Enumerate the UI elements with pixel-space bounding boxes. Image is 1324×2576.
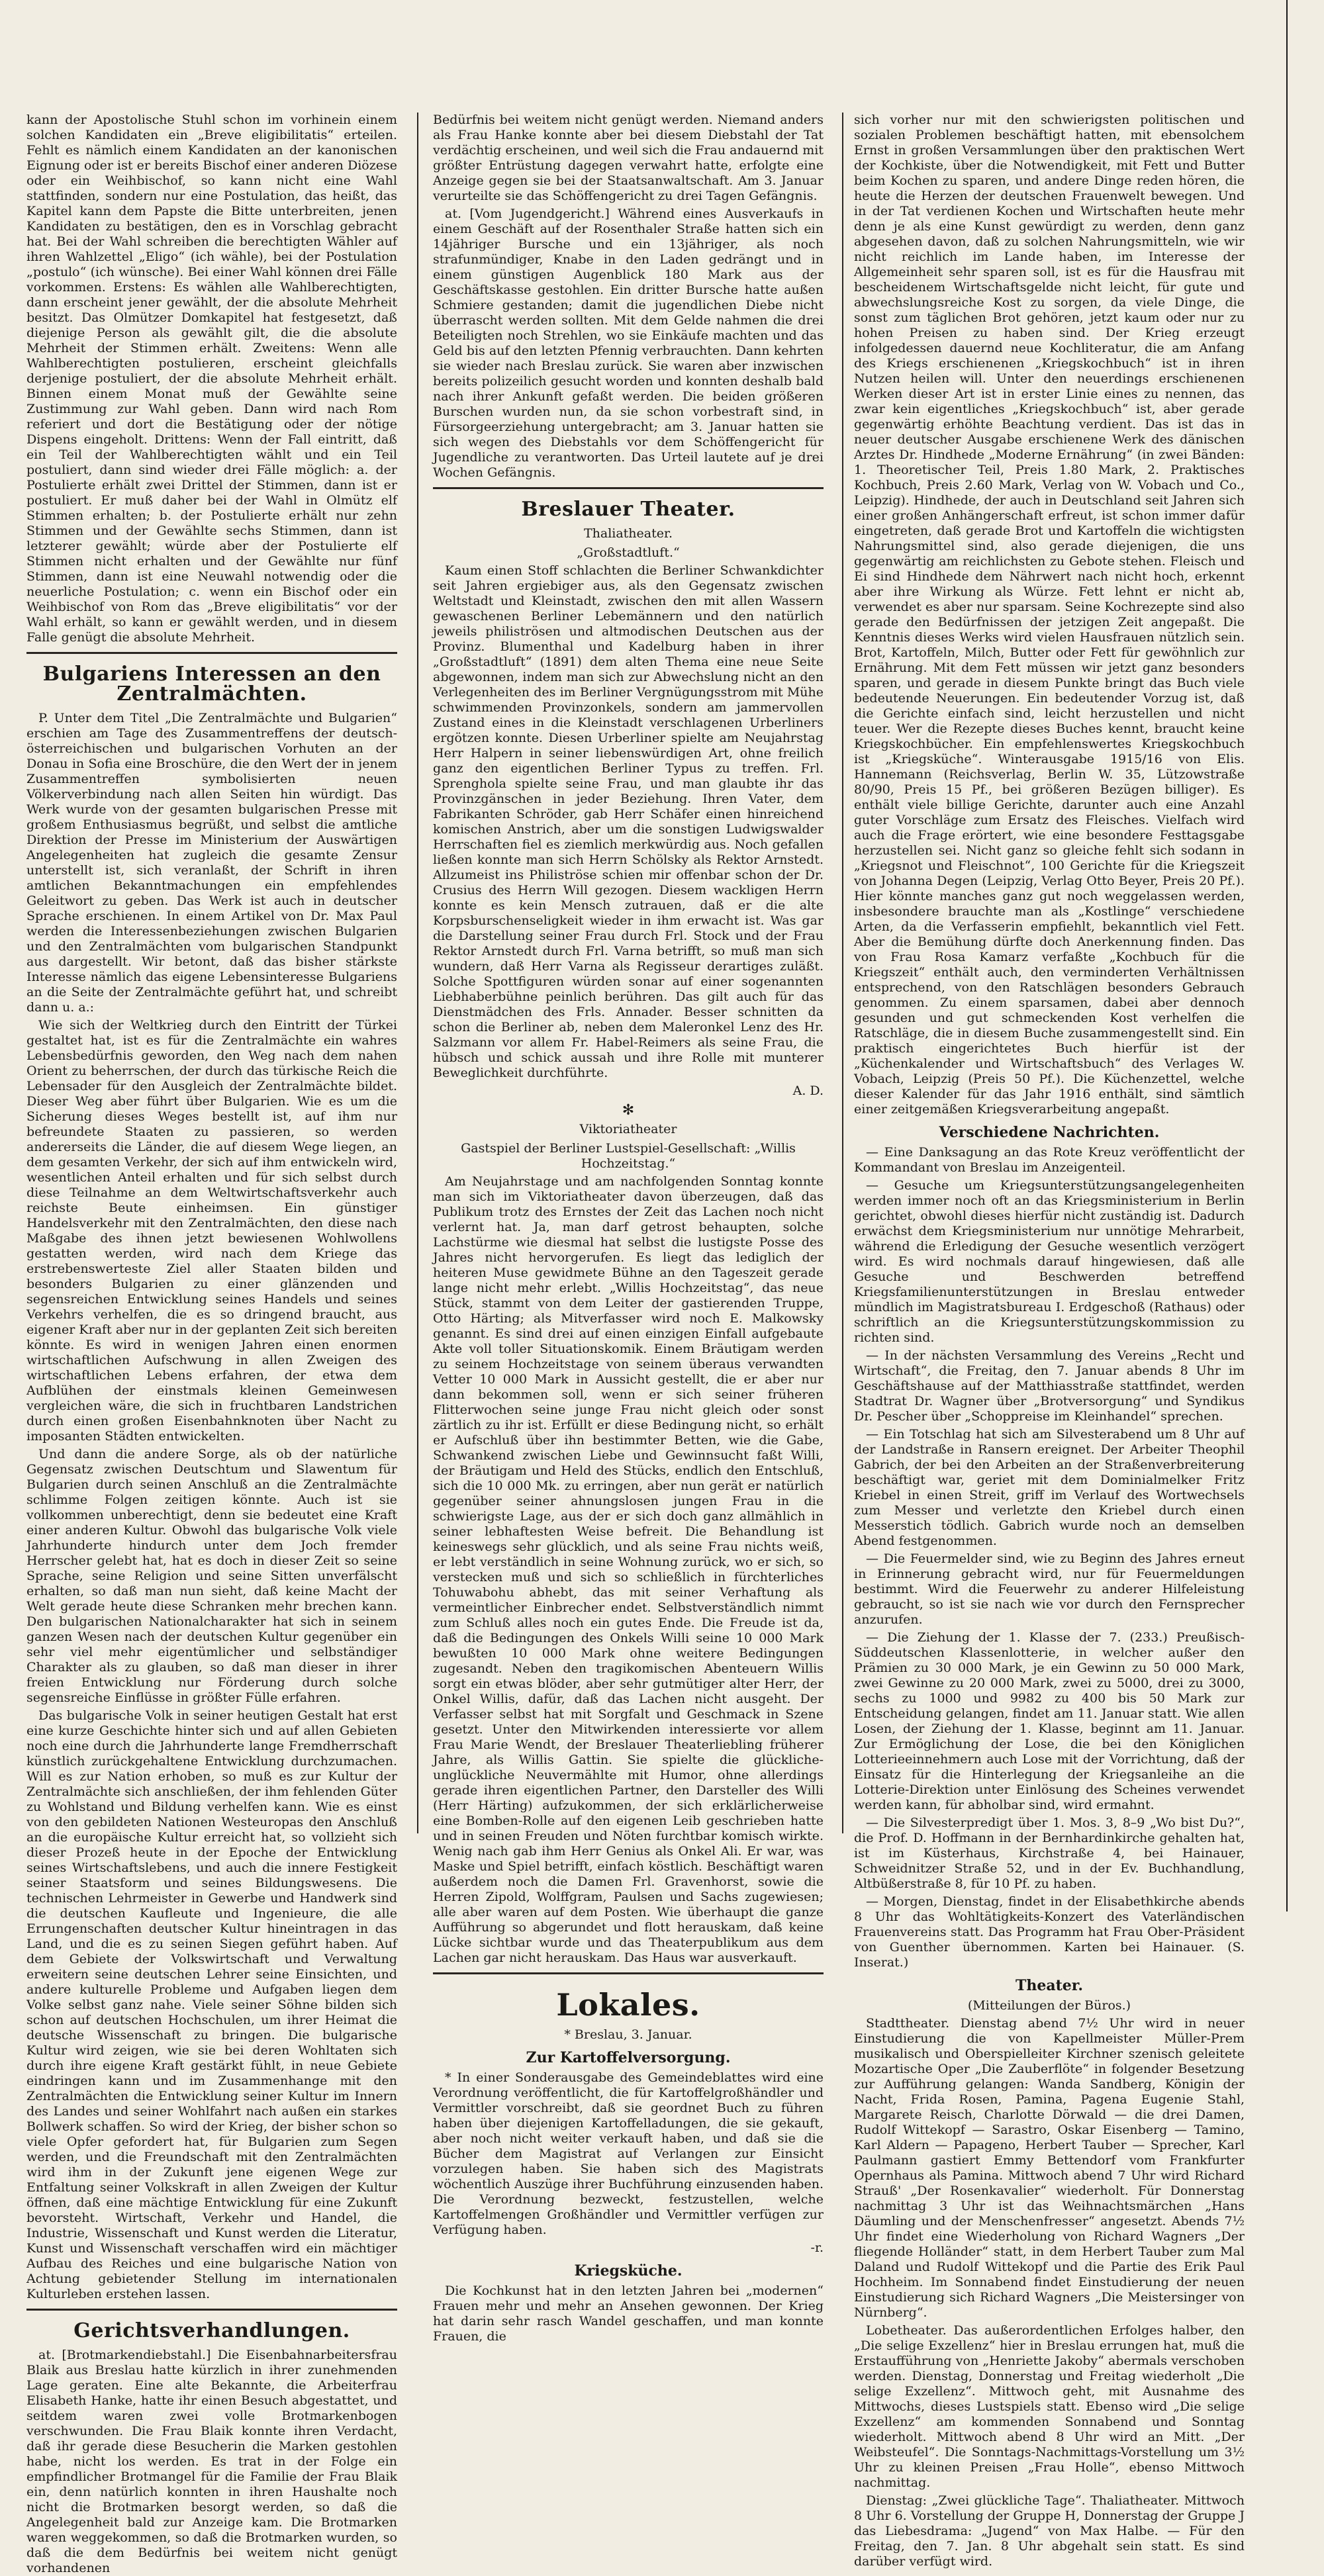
article-paragraph: Und dann die andere Sorge, als ob der natürliche Gegensatz zwischen Deutschtum und Slawentum für Bulgarien durch seinen Anschluß an die Zentralmächte schlimme Folgen zeitigen könnte. Auch ist sie vollkommen unberechtigt, denn sie bedeutet eine Kraft einer anderen Kultur. Obwohl das bulgarische Volk viele Jahrhunderte hindurch unter dem Joch fremder Herrscher gelebt hat, hat es doch in dieser Zeit so seine Sprache, seine Religion und seine Sitten unverfälscht erhalten, so daß man nun sieht, daß keine Macht der Welt gerade heute diese Schranken mehr brechen kann. Den bulgarischen Nationalcharakter hat sich in seinem ganzen Wesen nach der deutschen Kultur gegenüber ein sehr viel mehr eigentümlicher und selbständiger Charakter als zu glauben, so daß man dieser in ihrer freien Entwicklung nur Förderung durch solche segensreiche Einflüsse in größter Fülle erfahren. [26, 1447, 397, 1705]
column-3 [854, 113, 1245, 2569]
author-signature: A. D. [792, 1083, 824, 1098]
article-paragraph: Lobetheater. Das außerordentlichen Erfolges halber, den „Die selige Exzellenz“ hier in Breslau errungen hat, muß die Erstaufführung von „Henriette Jakoby“ abermals verschoben werden. Dienstag, Donnerstag und Freitag wiederholt „Die selige Exzellenz“. Mittwoch geht, mit Ausnahme des Mittwochs, dieses Lustspiels statt. Ebenso wird „Die selige Exzellenz“ am kommenden Sonnabend und Sonntag wiederholt. Mittwoch abend 8 Uhr wird an Mitt. „Der Weibsteufel“. Die Sonntags-Nachmittags-Vorstellung um 3½ Uhr zu kleinen Preisen „Frau Holle“, ebenso Mittwoch nachmittag. [854, 2323, 1245, 2490]
article-paragraph: Wie sich der Weltkrieg durch den Eintritt der Türkei gestaltet hat, ist es für die Zentralmächte ein wahres Lebensbedürfnis geworden, den Weg nach dem nahen Orient zu beherrschen, der durch das türkische Reich die Lebensader für den Ausgleich der Zentralmächte bildet. Dieser Weg aber führt über Bulgarien. Wie es um die Sicherung dieses Weges bestellt ist, auf ihm nur befreundete Staaten zu passieren, so werden andererseits die Länder, die auf diesem Wege liegen, an dem gesamten Verkehr, der sich auf ihm entwickeln wird, wesentlichen Anteil erhalten und für sich selbst durch diese Teilnahme an dem Weltwirtschaftsverkehr auch reichste Beute einheimsen. Ein günstiger Handelsverkehr mit den Zentralmächten, den diese nach Maßgabe des ihnen jetzt bewiesenen Wohlwollens gestatten werden, wird nach dem Kriege das erstrebenswerteste Ziel aller Staaten bilden und besonders Bulgarien zu einer glänzenden und segensreichen Entwicklung seines Handels und seines Verkehrs verhelfen, die es so dringend braucht, aus eigener Kraft aber nur in der geplanten Zeit sich bereiten könnte. Es wird in wenigen Jahren einen enormen wirtschaftlichen Aufschwung in allen Zweigen des wirtschaftlichen Lebens erfahren, der etwa dem Aufblühen der einstmals kleinen Gemeinwesen vergleichen wäre, die sich in fruchtbaren Landstrichen durch einen großen Eisenbahnknoten über Nacht zu imposanten Städten entwickelten. [26, 1018, 397, 1444]
article-paragraph: Stadttheater. Dienstag abend 7½ Uhr wird in neuer Einstudierung die von Kapellmeister Müller-Prem musikalisch und Oberspielleiter Kirchner szenisch geleitete Mozartische Oper „Die Zauberflöte“ in folgender Besetzung zur Aufführung gelangen: Wanda Sandberg, Königin der Nacht, Frida Rosen, Pamina, Pagena Eugenie Stahl, Margarete Reisch, Charlotte Dörwald — die drei Damen, Rudolf Wittekopf — Sarastro, Oskar Eisenberg — Tamino, Karl Aldern — Papageno, Herbert Tauber — Sprecher, Karl Paulmann gastiert Emmy Bettendorf vom Frankfurter Opernhaus als Pamina. Mittwoch abend 7 Uhr wird Richard Strauß' „Der Rosenkavalier“ wiederholt. Für Donnerstag nachmittag 3 Uhr ist das Weihnachtsmärchen „Hans Däumling und der Menschenfresser“ angesetzt. Abends 7½ Uhr findet eine Wiederholung von Richard Wagners „Der fliegende Holländer“ statt, in dem Herbert Tauber zum Mal Daland und Rudolf Wittekopf und die Partie des Erik Paul Hochheim. Im Sonnabend findet Einstudierung der neuen Einstudierung sich Richard Wagners „Die Meistersinger von Nürnberg“. [854, 2016, 1245, 2320]
play-title: Gastspiel der Berliner Lustspiel-Gesellschaft: „Willis Hochzeitstag.“ [461, 1141, 796, 1171]
subheadline-mitteilungen: (Mitteilungen der Büros.) [967, 1998, 1131, 2013]
news-item: — Die Feuermelder sind, wie zu Beginn des Jahres erneut in Erinnerung gebracht wird, nur für Feuermeldungen bestimmt. Wird die Feuerwehr zu anderer Hilfeleistung gebraucht, so ist sie nach wie vor durch den Fernsprecher anzurufen. [854, 1551, 1245, 1627]
article-paragraph: Das bulgarische Volk in seiner heutigen Gestalt hat erst eine kurze Geschichte hinter sich und auf allen Gebieten noch eine durch die Jahrhunderte lange Fremdherrschaft künstlich zurückgehaltene Entwicklung durchzumachen. Will es zur Nation erhoben, so muß es zur Kultur der Zentralmächte sich anschließen, der ihm fehlenden Güter zu Wohlstand und Bildung verhelfen kann. Wie es einst von den gebildeten Nationen Westeuropas den Anschluß an die europäische Kultur erreicht hat, so vollzieht sich dieser Prozeß heute in der Epoche der Entwicklung seines Wirtschaftslebens, und auch die innere Festigkeit seiner Staatsform und seines Bildungswesens. Die technischen Lehrmeister in Gewerbe und Handwerk sind die deutschen Kaufleute und Ingenieure, die alle Errungenschaften deutscher Kultur hineintragen in das Land, und die es zu seinen Siegen geführt haben. Auf dem Gebiete der Volkswirtschaft und Verwaltung erweitern seine deutschen Lehrer seine Einsichten, und andere kulturelle Probleme und Aufgaben liegen dem Volke selbst ganz nahe. Viele seiner Söhne bilden sich schon auf deutschen Hochschulen, um ihrer Heimat die deutsche Wissenschaft zu bringen. Die bulgarische Kultur wird zeigen, wie sie bei deren Wohltaten sich durch ihre eigene Kraft gestärkt fühlt, in neue Gebiete eindringen kann und im Zusammenhange mit den Zentralmächten die Entwicklung seiner Kultur im Innern des Landes und seiner Wohlfahrt nach außen ein starkes Bollwerk schaffen. So wird der Krieg, der bisher schon so viele Opfer gefordert hat, für Bulgarien zum Segen werden, und die Freundschaft mit den Zentralmächten wird ihm in der Zukunft jene eigenen Wege zur Entfaltung seiner Volkskraft in allen Zweigen der Kultur öffnen, daß eine mächtige Entwicklung für eine Zukunft bevorsteht. Wirtschaft, Verkehr und Handel, die Industrie, Wissenschaft und Kunst werden die Literatur, Kunst und Wissenschaft verschaffen wird ein mächtiger Aufbau des Reiches und eine bulgarische Nation von Achtung gebietender Stellung im internationalen Kulturleben erstehen lassen. [26, 1708, 397, 2301]
asterisk-divider: ✻ [622, 1102, 635, 1119]
article-paragraph: Bedürfnis bei weitem nicht genügt werden. Niemand anders als Frau Hanke konnte aber bei diesem Diebstahl der Tat verdächtig erscheinen, und weil sich die Frau andauernd mit größter Entrüstung dagegen verwahrt hatte, erfolgte eine Anzeige gegen sie bei der Staatsanwaltschaft. Am 3. Januar verurteilte sie das Schöffengericht zu drei Tagen Gefängnis. [433, 113, 824, 203]
article-paragraph: Dienstag: „Zwei glückliche Tage“. Thaliatheater. Mittwoch 8 Uhr 6. Vorstellung der Gruppe H, Donnerstag der Gruppe J das Liebesdrama: „Jugend“ von Max Halbe. — Für den Freitag, den 7. Jan. 8 Uhr abgehalt sein statt. Es sind darüber verfügt wird. [854, 2493, 1245, 2569]
newspaper-page [26, 113, 1245, 2575]
article-paragraph: Am Neujahrstage und am nachfolgenden Sonntag konnte man sich im Viktoriatheater davon überzeugen, daß das Publikum trotz des Ernstes der Zeit das Lachen noch nicht verlernt hat. Ja, man darf getrost behaupten, solche Lachstürme wie diesmal hat selbst die lustigste Posse des Jahres nicht hervorgerufen. Es liegt das lediglich der heiteren Muse gewidmete Bühne an den Tageszeit gerade lange nicht mehr erlebt. „Willis Hochzeitstag“, das neue Stück, stammt von dem Leiter der gastierenden Truppe, Otto Härting; als Mitverfasser wird noch E. Malkowsky genannt. Es sind drei auf einen einzigen Einfall aufgebaute Akte voll toller Situationskomik. Einem Bräutigam werden zu seinem Hochzeitstage von seinem überaus verwandten Vetter 10 000 Mark in Aussicht gestellt, die er aber nur dann bekommen soll, wenn er sich seiner früheren Flitterwochen seine junge Frau nicht gleich oder sonst zärtlich zu ihr ist. Erfüllt er diese Bedingung nicht, so erhält er Aufschluß über ihn bestimmter Betten, wie die Gabe, Schwankend zwischen Liebe und Gewinnsucht faßt Willi, der Bräutigam und Held des Stücks, endlich den Entschluß, sich die 10 000 Mk. zu erringen, aber nun gerät er natürlich gegenüber seiner ahnungslosen jungen Frau in die schwierigste Lage, aus der er sich doch ganz allmählich in seiner lebhaftesten Weise befreit. Die Behandlung ist keineswegs sehr glücklich, und als seine Frau nichts weiß, er lebt verständlich in seine Wohnung zurück, wo er sich, so verstecken muß und sich so schließlich in fürchterliches Tohuwabohu abhebt, das mit seiner Verhaftung als vermeintlicher Einbrecher endet. Selbstverständlich nimmt zum Schluß alles noch ein gutes Ende. Die Freude ist da, daß die Bedingungen des Onkels Willi seine 10 000 Mark bewußten 10 000 Mark ohne weitere Bedingungen zugesandt. Neben den tragikomischen Abenteuern Willis sorgt ein etwas blöder, aber sehr gutmütiger alter Herr, der Onkel Willis, dafür, daß das Lachen nicht ausgeht. Der Verfasser selbst hat mit Sorgfalt und Geschmack in Szene gesetzt. Unter den Mitwirkenden interessierte vor allem Frau Marie Wendt, der Breslauer Theaterliebling früherer Jahre, als Willis Gattin. Sie spielte die glückliche-unglückliche Neuvermählte mit Humor, ohne allerdings gerade ihren eigentlichen Partner, den Darsteller des Willi (Herr Härting) aufzukommen, der sich erklärlicherweise eine Bomben-Rolle auf den eigenen Leib geschrieben hatte und in seinen Freuden und Nöten furchtbar komisch wirkte. Wenig nach gab ihm Herr Genius als Onkel Ali. Er war, was Maske und Spiel betrifft, einfach köstlich. Beschäftigt waren außerdem noch die Damen Frl. Gravenhorst, sowie die Herren Zipold, Wolffgram, Paulsen und Sachs zugewiesen; alle aber waren auf dem Posten. Wie überhaupt die ganze Aufführung so abgerundet und flott herauskam, daß keine Lücke sichtbar wurde und das Theaterpublikum aus dem Lachen gar nicht herauskam. Das Haus war ausverkauft. [433, 1174, 824, 1965]
news-item: — Morgen, Dienstag, findet in der Elisabethkirche abends 8 Uhr das Wohltätigkeits-Konzert des Vaterländischen Frauenvereins statt. Das Programm hat Frau Ober-Präsident von Guenther übernommen. Karten bei Hainauer. (S. Inserat.) [854, 1894, 1245, 1970]
author-signature: -r. [810, 2240, 824, 2255]
article-paragraph: at. [Brotmarkendiebstahl.] Die Eisenbahnarbeitersfrau Blaik aus Breslau hatte kürzlich in ihrer zunehmenden Lage geraten. Eine alte Bekannte, die Arbeiterfrau Elisabeth Hanke, hatte ihr einen Besuch abgestattet, und seitdem waren zwei volle Brotmarkenbogen verschwunden. Die Frau Blaik konnte ihren Verdacht, daß ihr gerade diese Besucherin die Marken gestohlen habe, nicht los werden. Es trat in der Folge ein empfindlicher Brotmangel für die Familie der Frau Blaik ein, denn natürlich konnten in ihren Haushalte noch nicht die Brotmarken besorgt werden, so daß die Angelegenheit bald zur Anzeige kam. Die Brotmarken waren weggekommen, so daß die Brotmarken wurden, so daß die dem Bedürfnis bei weitem nicht genügt vorhandenen [26, 2348, 397, 2575]
news-item: — In der nächsten Versammlung des Vereins „Recht und Wirtschaft“, die Freitag, den 7. Januar abends 8 Uhr im Geschäftshause auf der Matthiasstraße stattfindet, werden Stadtrat Dr. Wagner über „Brotversorgung“ und Syndikus Dr. Pescher über „Schoppreise im Kleinhandel“ sprechen. [854, 1348, 1245, 1424]
headline-theater: Theater. [1015, 1977, 1083, 1994]
section-divider [26, 2309, 397, 2311]
article-paragraph: kann der Apostolische Stuhl schon im vorhinein einem solchen Kandidaten ein „Breve eligibilitatis“ erteilen. Fehlt es nämlich einem Kandidaten an der kanonischen Eignung oder ist er bereits Bischof einer anderen Diözese oder ein Weihbischof, so kann nicht eine Wahl stattfinden, sondern nur eine Postulation, das heißt, das Kapitel kann dem Papste die Bitte unterbreiten, jenen Kandidaten zu bestätigen, den es in Vorschlag gebracht hat. Bei der Wahl schreiben die berechtigten Wähler auf ihren Wahlzettel „Eligo“ (ich wähle), bei der Postulation „postulo“ (ich wünsche). Bei einer Wahl können drei Fälle vorkommen. Erstens: Es wählen alle Wahlberechtigten, dann erscheint jener gewählt, der die absolute Mehrheit besitzt. Das Olmützer Domkapitel hat festgesetzt, daß diejenige Person als gewählt gilt, die die absolute Mehrheit der Stimmen erhält. Zweitens: Wenn alle Wahlberechtigten postulieren, erscheint gleichfalls derjenige postuliert, der die absolute Mehrheit erhält. Binnen einem Monat muß der Gewählte seine Zustimmung zur Wahl geben. Dann wird nach Rom referiert und dort die Bestätigung oder der nötige Dispens eingeholt. Drittens: Wenn der Fall eintritt, daß ein Teil der Wahlberechtigten wählt und ein Teil postuliert, dann sind wieder drei Fälle möglich: a. der Postulierte erhält zwei Drittel der Stimmen, dann ist er postuliert. Er muß daher bei der Wahl in Olmütz elf Stimmen erhalten; b. der Postulierte erhält nur zehn Stimmen und der Gewählte sechs Stimmen, dann ist letzterer gewählt; würde aber der Postulierte elf Stimmen nicht erhalten und der Gewählte nur fünf Stimmen, dann ist eine Neuwahl notwendig oder die neuerliche Postulation; c. wenn ein Bischof oder ein Weihbischof von Rom das „Breve eligibilitatis“ vor der Wahl erhält, so kann er gewählt werden, und in diesem Falle genügt die absolute Mehrheit. [26, 113, 397, 645]
subheadline-viktoriatheater: Viktoriatheater [579, 1122, 677, 1136]
play-title: „Großstadtluft.“ [577, 545, 680, 560]
column-rule [417, 113, 418, 1833]
headline-lokales: Lokales. [556, 1987, 700, 2023]
article-paragraph: P. Unter dem Titel „Die Zentralmächte und Bulgarien“ erschien am Tage des Zusammentreffens der deutsch-österreichischen und bulgarischen Vorhuten an der Donau in Sofia eine Broschüre, die den Wert der in jenem Zusammentreffen symbolisierten neuen Völkerverbindung nach allen Seiten hin würdigt. Das Werk wurde von der gesamten bulgarischen Presse mit großem Enthusiasmus begrüßt, und selbst die amtliche Direktion der Presse im Ministerium der Auswärtigen Angelegenheiten hat zugleich die gesamte Zensur unterstellt ist, sich veranlaßt, der Schrift in ihren amtlichen Bekanntmachungen ein empfehlendes Geleitwort zu geben. Das Werk ist auch in deutscher Sprache erschienen. In einem Artikel von Dr. Max Paul werden die Interessenbeziehungen zwischen Bulgarien und den Zentralmächten vom bulgarischen Standpunkt aus dargestellt. Wir betont, daß das bisher stärkste Interesse nämlich das eigene Lebensinteresse Bulgariens an die Seite der Zentralmächte geführt hat, und schreibt dann u. a.: [26, 711, 397, 1015]
news-item: — Ein Totschlag hat sich am Silvesterabend um 8 Uhr auf der Landstraße in Ransern ereignet. Der Arbeiter Theophil Gabrich, der bei den Arbeiten an der Straßenverbreiterung beschäftigt war, geriet mit dem Dominialmelker Fritz Kriebel in einen Streit, griff im Verlauf des Wortwechsels zum Messer und verletzte den Kriebel durch einen Messerstich tödlich. Gabrich wurde noch an demselben Abend festgenommen. [854, 1427, 1245, 1548]
article-paragraph: * In einer Sonderausgabe des Gemeindeblattes wird eine Verordnung veröffentlicht, die für Kartoffelgroßhändler und Vermittler vorschreibt, daß sie geordnet Buch zu führen haben über diejenigen Kartoffelladungen, die sie gekauft, aber noch nicht weiter verkauft haben, und daß sie die Bücher dem Magistrat auf Verlangen zur Einsicht vorzulegen haben. Sie haben sich des Magistrats wöchentlich Auszüge ihrer Buchführung einzusenden haben. Die Verordnung bezweckt, festzustellen, welche Kartoffelmengen Großhändler und Vermittler verfügen zur Verfügung haben. [433, 2070, 824, 2237]
headline-breslauer-theater: Breslauer Theater. [521, 498, 735, 521]
news-item: — Gesuche um Kriegsunterstützungsangelegenheiten werden immer noch oft an das Kriegsministerium in Berlin gerichtet, obwohl dieses hierfür nicht zuständig ist. Dadurch erwächst dem Kriegsministerium nur unnötige Mehrarbeit, während die Erledigung der Gesuche wesentlich verzögert wird. Es wird nochmals darauf hingewiesen, daß alle Gesuche und Beschwerden betreffend Kriegsfamilienunterstützungen in Breslau entweder mündlich im Magistratsbureau I. Erdgeschoß (Rathaus) oder schriftlich an die Kriegsunterstützungskommission zu richten sind. [854, 1178, 1245, 1345]
headline-verschiedene-nachrichten: Verschiedene Nachrichten. [939, 1124, 1160, 1141]
column-2 [433, 113, 824, 2344]
section-divider [433, 487, 824, 489]
article-paragraph: Kaum einen Stoff schlachten die Berliner Schwankdichter seit Jahren ergiebiger aus, als den Gegensatz zwischen Weltstadt und Kleinstadt, zwischen den mit allen Wassern gewaschenen Berliner Lebemännern und den natürlich jeweils philiströsen und altmodischen Deutschen aus der Provinz. Blumenthal und Kadelburg haben in ihrer „Großstadtluft“ (1891) dem alten Thema eine neue Seite abgewonnen, indem man sich zur Abwechslung nicht an den Verlegenheiten des im Berliner Vergnügungsstrom mit Mühe schwimmenden Provinzonkels, sondern am jammervollen Zustand eines in die Kleinstadt verschlagenen Urberliners ergötzen konnte. Diesen Urberliner spielte am Neujahrstag Herr Halpern in seiner liebenswürdigen Art, ohne freilich ganz den eigentlichen Berliner Typus zu treffen. Frl. Sprenghola spielte seine Frau, und man glaubte ihr das Provinzgänschen in jeder Beziehung. Ihren Vater, dem Fabrikanten Schröder, gab Herr Schäfer einen hinreichend komischen Anstrich, aber um die sonstigen Ludwigswalder Herrschaften fiel es ziemlich merkwürdig aus. Noch gefallen ließen konnte man sich Herrn Schölsky als Rektor Arnstedt. Allzumeist ins Philiströse schien mir offenbar schon der Dr. Crusius des Herrn Will gezogen. Diesem wackligen Herrn konnte es kein Mensch zutrauen, daß er die alte Korpsburschenseligkeit wieder in ihm erwacht ist. Was gar die Darstellung seiner Frau durch Frl. Stock und der Frau Rektor Arnstedt durch Frl. Varna betrifft, so muß man sich wundern, daß Herr Varna als Regisseur derartiges zuläßt. Solche Spottfiguren würden sonar auf einer sogenannten Liebhaberbühne peinlich berühren. Das gilt auch für das Dienstmädchen des Frls. Annader. Besser schnitten da schon die Berliner ab, neben dem Maleronkel Lenz des Hr. Salzmann vor allem Fr. Habel-Reimers als seine Frau, die hübsch und schick aussah und ihre Rolle mit munterer Beweglichkeit durchführte. [433, 563, 824, 1080]
headline-bulgarien: Bulgariens Interessen an den Zentralmächten. [42, 663, 381, 706]
article-paragraph: Die Kochkunst hat in den letzten Jahren bei „modernen“ Frauen mehr und mehr an Ansehen gewonnen. Der Krieg hat darin sehr rasch Wandel geschaffen, und man konnte Frauen, die [433, 2283, 824, 2344]
news-item: — Eine Danksagung an das Rote Kreuz veröffentlicht der Kommandant von Breslau im Anzeigenteil. [854, 1145, 1245, 1175]
article-paragraph: sich vorher nur mit den schwierigsten politischen und sozialen Problemen beschäftigt hatten, mit ebensolchem Ernst in großen Versammlungen über den praktischen Wert der Kochkiste, über die Notwendigkeit, mit Fett und Butter beim Kochen zu sparen, und andere Dinge reden hören, die heute die Herzen der deutschen Frauenwelt bewegen. Und in der Tat verdienen Kochen und Wirtschaften heute mehr denn je als eine Kunst gewürdigt zu werden, denn ganz abgesehen davon, daß zu solchen Nahrungsmitteln, wie wir nicht reichlich im Lande haben, im Interesse der Allgemeinheit sehr sparen soll, ist es für die Hausfrau mit bescheidenem Wirtschaftsgelde nicht leicht, für gute und abwechslungsreiche Kost zu sorgen, da viele Dinge, die sonst zum täglichen Brot gehören, jetzt kaum oder nur zu hohen Preisen zu haben sind. Der Krieg erzeugt infolgedessen dauernd neue Kochliteratur, die am Anfang des Kriegs erschienenen „Kriegskochbuch“ ist in ihren Nutzen heilen will. Unter den neuerdings erschienenen Werken dieser Art ist in erster Linie eines zu nennen, das zwar kein eigentliches „Kriegskochbuch“ ist, aber gerade gegenwärtig erhöhte Beachtung verdient. Das ist das in neuer deutscher Ausgabe erschienene Werk des dänischen Arztes Dr. Hindhede „Moderne Ernährung“ (in zwei Bänden: 1. Theoretischer Teil, Preis 1.80 Mark, 2. Praktisches Kochbuch, Preis 2.60 Mark, Verlag von W. Vobach und Co., Leipzig). Hindhede, der auch in Deutschland seit Jahren sich einer großen Anhängerschaft erfreut, ist schon immer dafür eingetreten, daß gerade Brot und Kartoffeln die wichtigsten Nahrungsmittel sind, also gerade diejenigen, die uns gegenwärtig am reichlichsten zu Gebote stehen. Fleisch und Ei sind Hindhede dem Nährwert nach nicht hoch, erkennt aber ihre Wirkung als Würze. Fett lehnt er nicht ab, verwendet es aber nur sparsam. Seine Kochrezepte sind also gerade den Bedürfnissen der jetzigen Zeit angepaßt. Die Kenntnis dieses Werks wird vielen Hausfrauen nützlich sein. Brot, Kartoffeln, Milch, Butter oder Fett für gewöhnlich zur Ernährung. Mit dem Fett müssen wir jetzt ganz besonders sparen, und gerade in diesem Punkte bringt das Buch viele bedeutende Neuerungen. Ein bedeutender Vorzug ist, daß die Gerichte einfach sind, leicht herzustellen und nicht teuer. Wer die Rezepte dieses Buches kennt, braucht keine Kriegskochbücher. Ein empfehlenswertes Kriegskochbuch ist „Kriegsküche“. Winterausgabe 1915/16 von Elis. Hannemann (Reichsverlag, Berlin W. 35, Lützowstraße 80/90, Preis 15 Pf., bei größeren Bezügen billiger). Es enthält viele billige Gerichte, darunter auch eine Anzahl guter Vorschläge zum Ersatz des Fleisches. Vielfach wird auch die Frage erörtert, wie eine besondere Festtagsgabe herzustellen sei. Nicht ganz so gleiche fehlt sich sodann in „Kriegsnot und Fleischnot“, 100 Gerichte für die Kriegszeit von Johanna Degen (Leipzig, Verlag Otto Beyer, Preis 20 Pf.). Hier könnte manches ganz gut noch weggelassen werden, insbesondere brauchte man als „Kostlinge“ verschiedene Arten, da die Verfasserin empfiehlt, bekanntlich viel Fett. Aber die Bemühung dürfte doch Anerkennung finden. Das von Frau Rosa Kamarz verfaßte „Kochbuch für die Kriegszeit“ enthält auch, den verminderten Verhältnissen entsprechend, von den Ratschlägen besonders Gebrauch genommen. Zu einem sparsamen, dabei aber dennoch gesunden und gut schmeckenden Kost verhelfen die Ratschläge, die in diesem Buche zusammengestellt sind. Ein praktisch eingerichtetes Buch hierfür ist der „Küchenkalender und Wirtschaftsbuch“ des Verlages W. Vobach, Leipzig (Preis 50 Pf.). Die Küchenzettel, welche dieser Kalender für das Jahr 1916 enthält, sind sämtlich einer zeitgemäßen Kriegsverarbeitung angepaßt. [854, 113, 1245, 1117]
headline-gerichtsverhandlungen: Gerichtsverhandlungen. [73, 2319, 350, 2342]
section-divider [26, 652, 397, 654]
headline-kartoffelversorgung: Zur Kartoffelversorgung. [526, 2049, 731, 2066]
column-rule [842, 113, 843, 1833]
column-1 [26, 113, 397, 2575]
news-item: — Die Ziehung der 1. Klasse der 7. (233.) Preußisch-Süddeutschen Klassenlotterie, in welcher außer den Prämien zu 30 000 Mark, je ein Gewinn zu 50 000 Mark, zwei Gewinne zu 20 000 Mark, zwei zu 5000, drei zu 3000, sechs zu 1000 und 9982 zu 400 bis 50 Mark zur Entscheidung gelangen, findet am 11. Januar statt. Wie allen Losen, der Ziehung der 1. Klasse, beginnt am 11. Januar. Zur Ermöglichung der Lose, die bei den Königlichen Lotterieeinnehmern auch Lose mit der Vorrichtung, daß der Einsatz für die Hinterlegung der Kriegsanleihe an die Lotterie-Direktion unter Einlösung des Scheines verwendet werden kann, für abholbar sind, wird ermahnt. [854, 1630, 1245, 1812]
headline-kriegskueche: Kriegsküche. [574, 2262, 683, 2279]
subheadline-thaliatheater: Thaliatheater. [583, 526, 673, 541]
section-divider [433, 1972, 824, 1974]
dateline: * Breslau, 3. Januar. [564, 2027, 692, 2042]
news-item: — Die Silvesterpredigt über 1. Mos. 3, 8–9 „Wo bist Du?“, die Prof. D. Hoffmann in der Bernhardinkirche gehalten hat, ist im Küsterhaus, Kirchstraße 4, bei Hainauer, Schweidnitzer Straße 52, und in der Ev. Buchhandlung, Altbüßerstraße 8, für 10 Pf. zu haben. [854, 1816, 1245, 1891]
article-paragraph: at. [Vom Jugendgericht.] Während eines Ausverkaufs in einem Geschäft auf der Rosenthaler Straße hatten sich ein 14jähriger Bursche und ein 13jähriger, als noch strafunmündiger, Knabe in den Laden gedrängt und in einem günstigen Augenblick 180 Mark aus der Geschäftskasse gestohlen. Ein dritter Bursche hatte außen Schmiere gestanden; damit die jugendlichen Diebe nicht überrascht werden sollten. Mit dem Gelde nahmen die drei Beteiligten noch Strehlen, wo sie Einkäufe machten und das Geld bis auf den letzten Pfennig verbrauchten. Dann kehrten sie wieder nach Breslau zurück. Sie waren aber inzwischen bereits polizeilich gesucht worden und konnten deshalb bald nach ihrer Ankunft gefaßt werden. Die beiden größeren Burschen wurden nun, da sie schon vorbestraft sind, in Fürsorgeerziehung untergebracht; am 3. Januar hatten sie sich wegen des Diebstahls vor dem Schöffengericht für Jugendliche zu verantworten. Das Urteil lautete auf je drei Wochen Gefängnis. [433, 207, 824, 480]
page-edge [1286, 0, 1288, 1911]
